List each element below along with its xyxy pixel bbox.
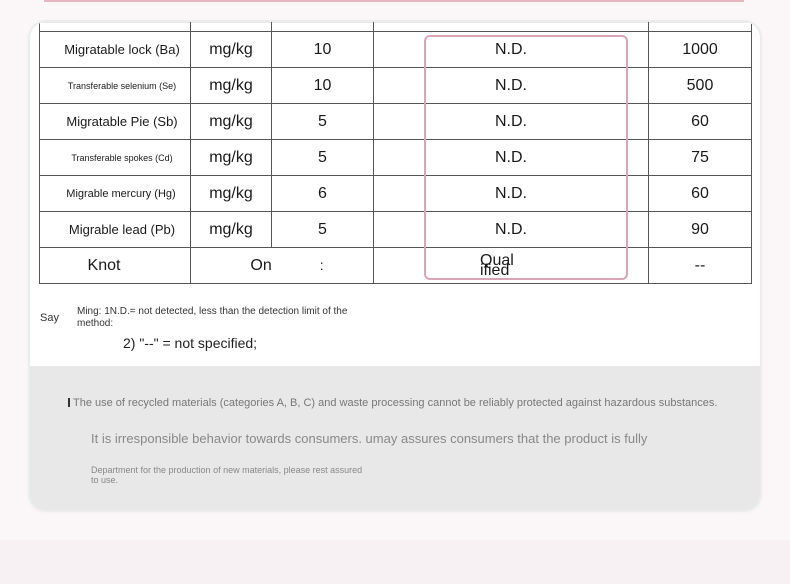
item-cell: Migrable lead (Pb) [40, 212, 191, 248]
conclusion-colon: : [319, 256, 324, 273]
max-cell: 1000 [649, 32, 752, 68]
conclusion-value-cell [191, 248, 374, 284]
limit-cell: 10 [272, 68, 374, 104]
report-card [30, 22, 760, 510]
test-results-table-wrapper [39, 22, 752, 284]
max-cell: 500 [649, 68, 752, 104]
conclusion-result-cell [374, 248, 649, 284]
table-row [40, 212, 752, 248]
result-cell: N.D. [374, 104, 649, 140]
unit-cell: mg/kg [191, 140, 272, 176]
max-cell: 75 [649, 140, 752, 176]
result-cell: N.D. [374, 32, 649, 68]
text-cursor-mark [68, 398, 70, 407]
table-row [40, 104, 752, 140]
table-row [40, 176, 752, 212]
conclusion-row [40, 248, 752, 284]
limit-cell: 5 [272, 212, 374, 248]
bottom-band [0, 540, 790, 584]
result-cell: N.D. [374, 68, 649, 104]
note-1: Ming: 1N.D.= not detected, less than the detection limit of the method: [77, 306, 348, 329]
table-row [40, 68, 752, 104]
unit-cell: mg/kg [191, 176, 272, 212]
item-cell: Migratable lock (Ba) [40, 32, 191, 68]
table-row [40, 140, 752, 176]
unit-cell: mg/kg [191, 104, 272, 140]
item-cell: Transferable spokes (Cd) [40, 140, 191, 176]
note-2: 2) "--" = not specified; [123, 335, 258, 351]
unit-cell: mg/kg [191, 212, 272, 248]
item-cell: Transferable selenium (Se) [40, 68, 191, 104]
unit-cell: mg/kg [191, 32, 272, 68]
table-top-spacer [40, 23, 752, 32]
top-accent-strip [44, 0, 744, 2]
disclaimer-panel [30, 366, 760, 510]
disclaimer-line-1: The use of recycled materials (categories A, B, C) and waste processing cannot be reliably protected against hazardous substances. [73, 397, 718, 409]
table-row [40, 32, 752, 68]
note-say-label: Say [40, 312, 59, 324]
conclusion-label: Knot [40, 248, 191, 284]
result-cell: N.D. [374, 140, 649, 176]
test-results-table [39, 22, 752, 284]
limit-cell: 5 [272, 104, 374, 140]
result-cell: N.D. [374, 212, 649, 248]
limit-cell: 6 [272, 176, 374, 212]
disclaimer-line-1-wrap [68, 397, 717, 409]
item-cell: Migratable Pie (Sb) [40, 104, 191, 140]
max-cell: 60 [649, 104, 752, 140]
item-cell: Migrable mercury (Hg) [40, 176, 191, 212]
max-cell: 90 [649, 212, 752, 248]
max-cell: 60 [649, 176, 752, 212]
conclusion-max: -- [649, 248, 752, 284]
disclaimer-line-3: Department for the production of new materials, please rest assured to use. [91, 465, 363, 485]
unit-cell: mg/kg [191, 68, 272, 104]
result-cell: N.D. [374, 176, 649, 212]
conclusion-result: Qualified [480, 251, 514, 279]
limit-cell: 10 [272, 32, 374, 68]
conclusion-value: On [250, 256, 272, 274]
limit-cell: 5 [272, 140, 374, 176]
disclaimer-line-2: It is irresponsible behavior towards consumers. umay assures consumers that the product is fully [91, 431, 648, 446]
